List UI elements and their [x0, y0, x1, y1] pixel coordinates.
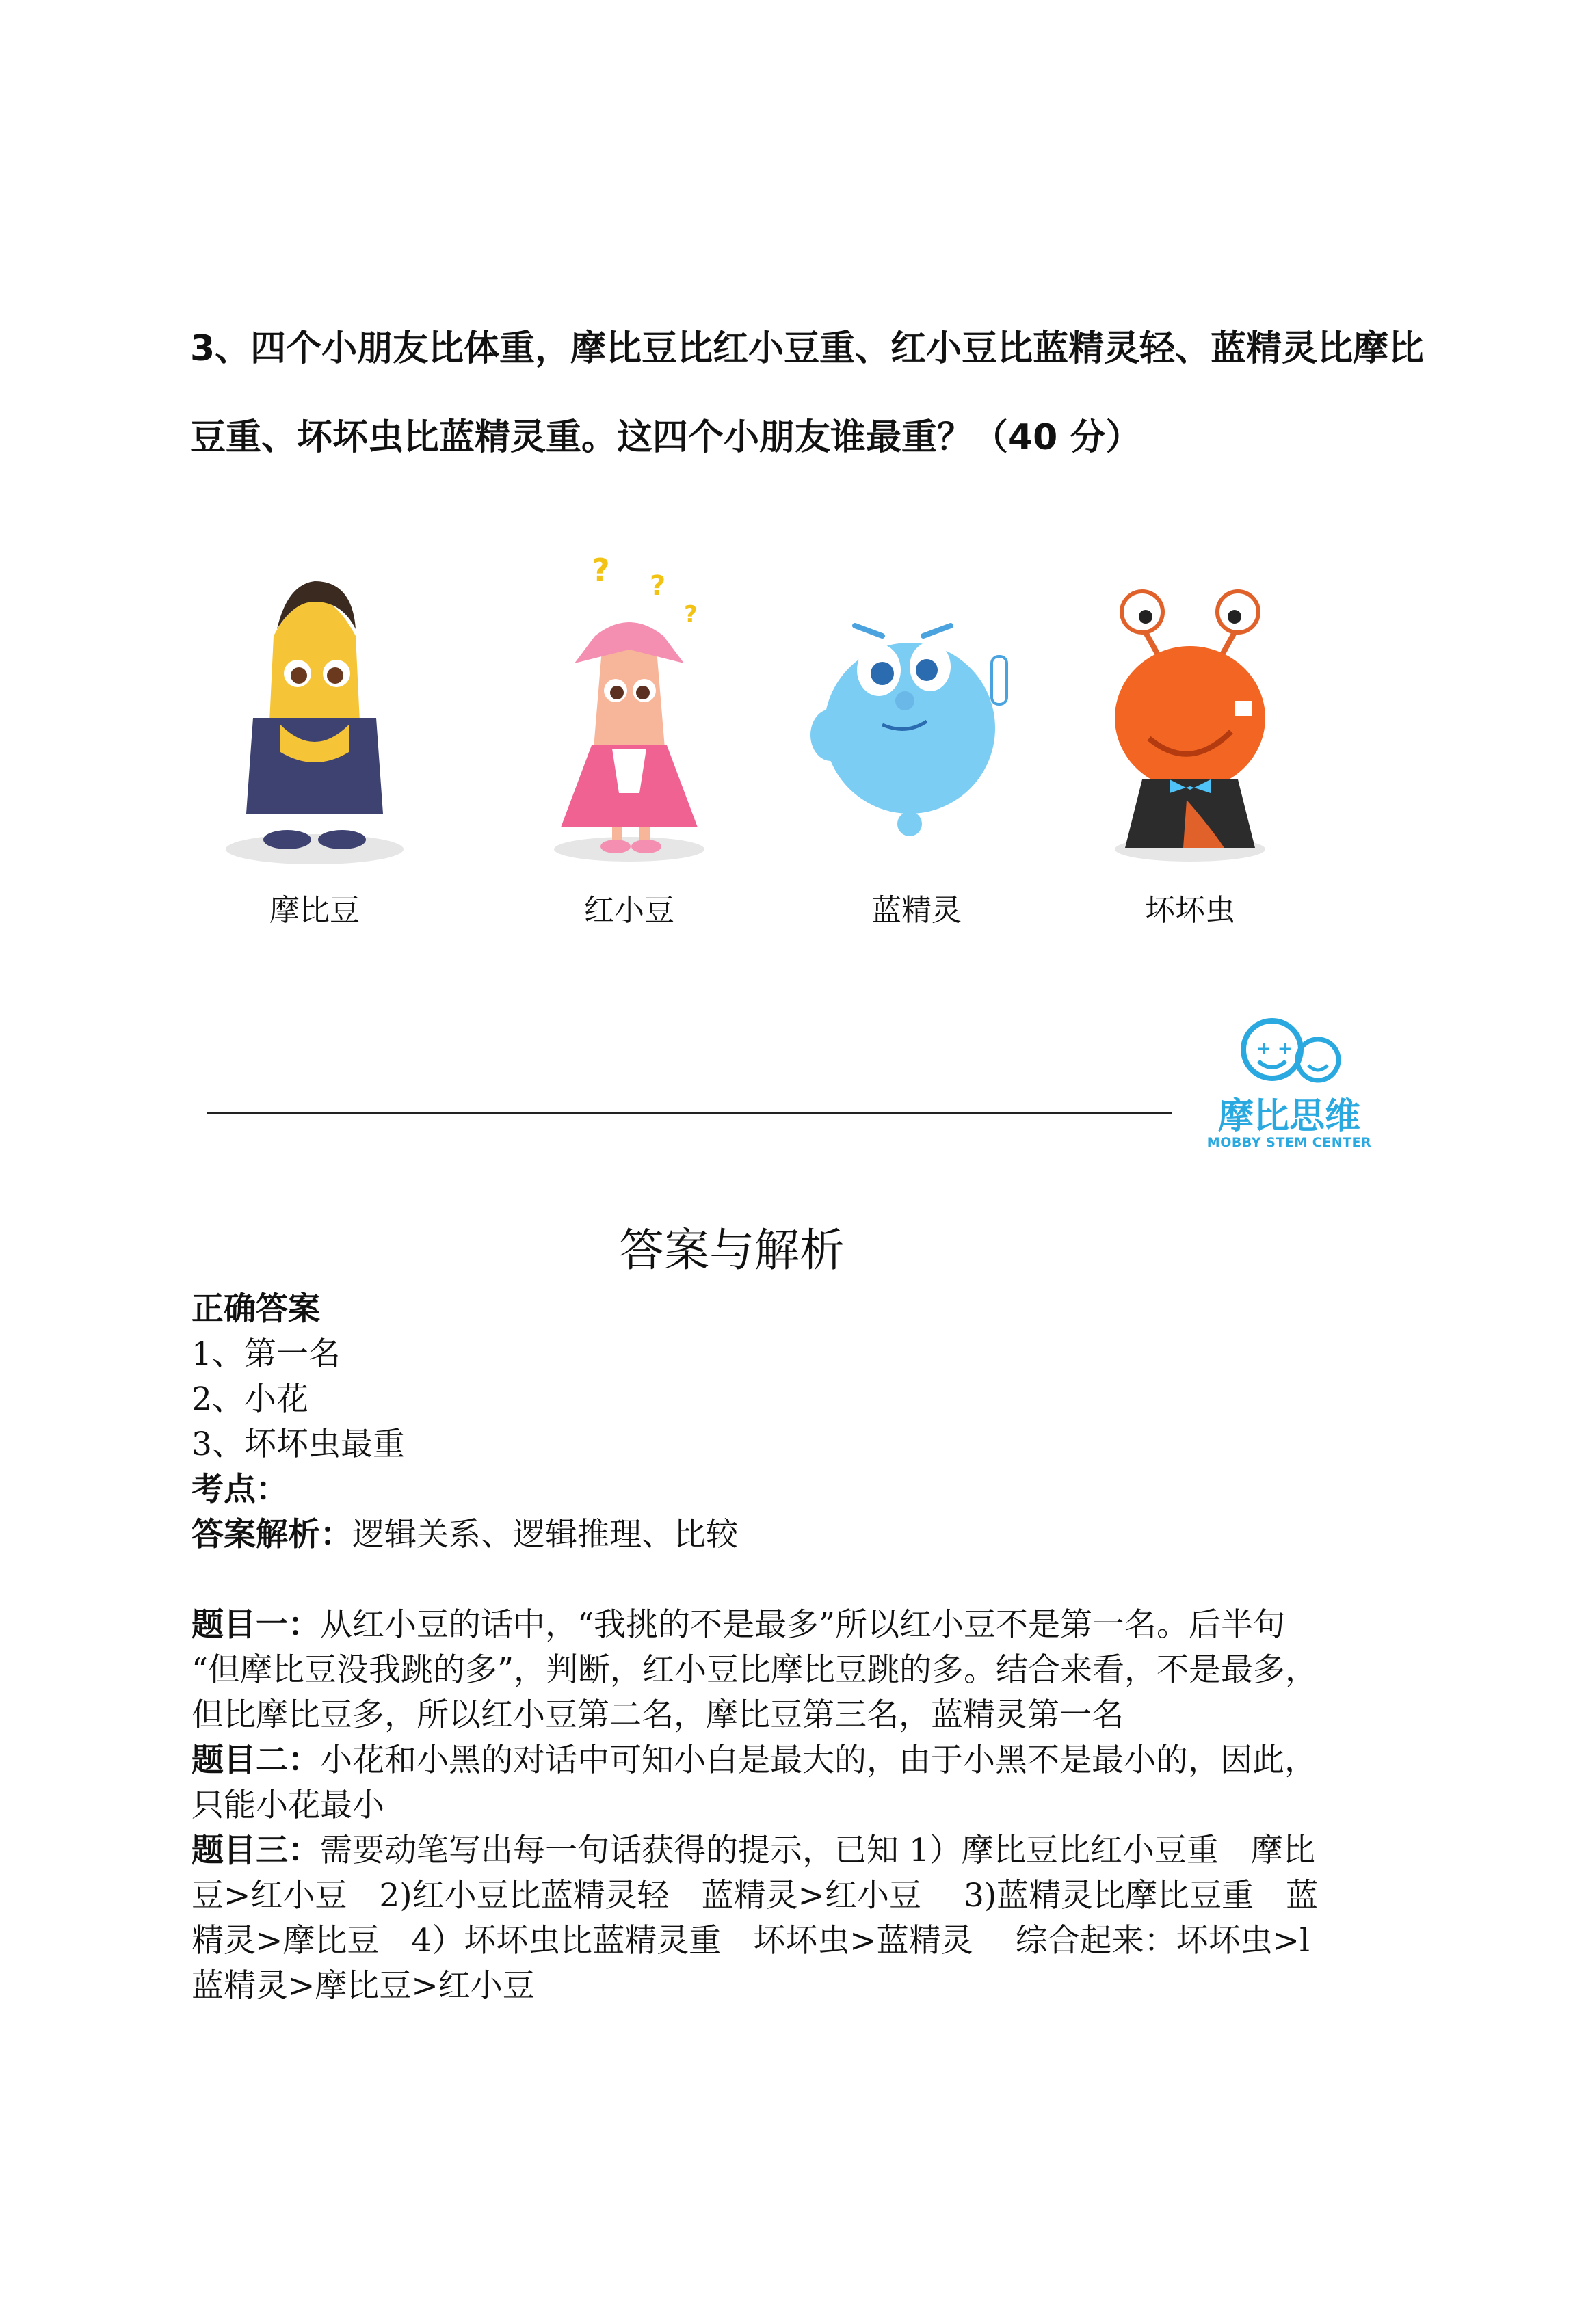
q2-line-2: 只能小花最小: [192, 1787, 384, 1824]
q2-label: 题目二：: [192, 1741, 320, 1779]
spacer: [192, 1558, 1395, 1603]
answer-title: 答案与解析: [619, 1224, 845, 1277]
huaihuaichong-illustration: [1087, 554, 1293, 868]
character-name-hongxiaodou: 红小豆: [584, 893, 674, 928]
kaodian-label: 考点：: [192, 1471, 288, 1508]
question-text: [190, 304, 1425, 482]
character-name-huaihuaichong: 坏坏虫: [1145, 893, 1235, 928]
answer-item-1: 1、第一名: [192, 1335, 341, 1373]
q3-text-1: 需要动笔写出每一句话获得的提示，已知 1）摩比豆比红小豆重 摩比: [320, 1832, 1315, 1869]
answer-body: [192, 1287, 1395, 2009]
mobby-logo: [1200, 1012, 1378, 1162]
lanjingling-illustration: [814, 554, 1019, 868]
svg-text:?: ?: [592, 552, 610, 589]
q3-line-4: 蓝精灵>摩比豆>红小豆: [192, 1967, 535, 2005]
q1-line-3: 但比摩比豆多，所以红小豆第二名，摩比豆第三名，蓝精灵第一名: [192, 1696, 1124, 1734]
logo-subtitle: MOBBY STEM CENTER: [1206, 1135, 1372, 1150]
svg-text:?: ?: [684, 601, 698, 628]
character-name-mobidou: 摩比豆: [269, 893, 360, 928]
analysis-line: [192, 1512, 1395, 1558]
q3-line-3: 精灵>摩比豆 4）坏坏虫比蓝精灵重 坏坏虫>蓝精灵 综合起来：坏坏虫>l: [192, 1922, 1310, 1960]
mobidou-illustration: [212, 554, 417, 868]
q3-line-2: 豆>红小豆 2)红小豆比蓝精灵轻 蓝精灵>红小豆 3)蓝精灵比摩比豆重 蓝: [192, 1877, 1319, 1914]
answer-item-2: 2、小花: [192, 1380, 308, 1418]
q2-line-1: [192, 1738, 1395, 1783]
analysis-text: 逻辑关系、逻辑推理、比较: [352, 1516, 738, 1553]
answer-item-3: 3、坏坏虫最重: [192, 1426, 405, 1463]
divider-line: [207, 1112, 1172, 1114]
q3-label: 题目三：: [192, 1832, 320, 1869]
q2-text-1: 小花和小黑的对话中可知小白是最大的，由于小黑不是最小的，因此，: [320, 1741, 1317, 1779]
logo-faces-icon: [1200, 1012, 1378, 1087]
question-line-1: 3、四个小朋友比体重，摩比豆比红小豆重、红小豆比蓝精灵轻、蓝精灵比摩比: [190, 328, 1425, 369]
character-name-lanjingling: 蓝精灵: [871, 893, 962, 928]
q1-line-2: “但摩比豆没我跳的多”，判断，红小豆比摩比豆跳的多。结合来看，不是最多，: [192, 1651, 1318, 1689]
logo-name: 摩比思维: [1217, 1096, 1360, 1137]
correct-answer-heading: 正确答案: [192, 1290, 320, 1328]
q3-line-1: [192, 1828, 1395, 1873]
question-line-2: 豆重、坏坏虫比蓝精灵重。这四个小朋友谁最重？（40 分）: [190, 417, 1141, 458]
svg-text:?: ?: [650, 570, 666, 602]
q1-label: 题目一：: [192, 1606, 320, 1644]
analysis-label: 答案解析：: [192, 1516, 352, 1553]
hongxiaodou-illustration: [527, 554, 732, 868]
svg-text:+ +: + +: [1256, 1039, 1293, 1059]
q1-line-1: [192, 1603, 1395, 1648]
q1-text-1: 从红小豆的话中，“我挑的不是最多”所以红小豆不是第一名。后半句: [320, 1606, 1286, 1644]
